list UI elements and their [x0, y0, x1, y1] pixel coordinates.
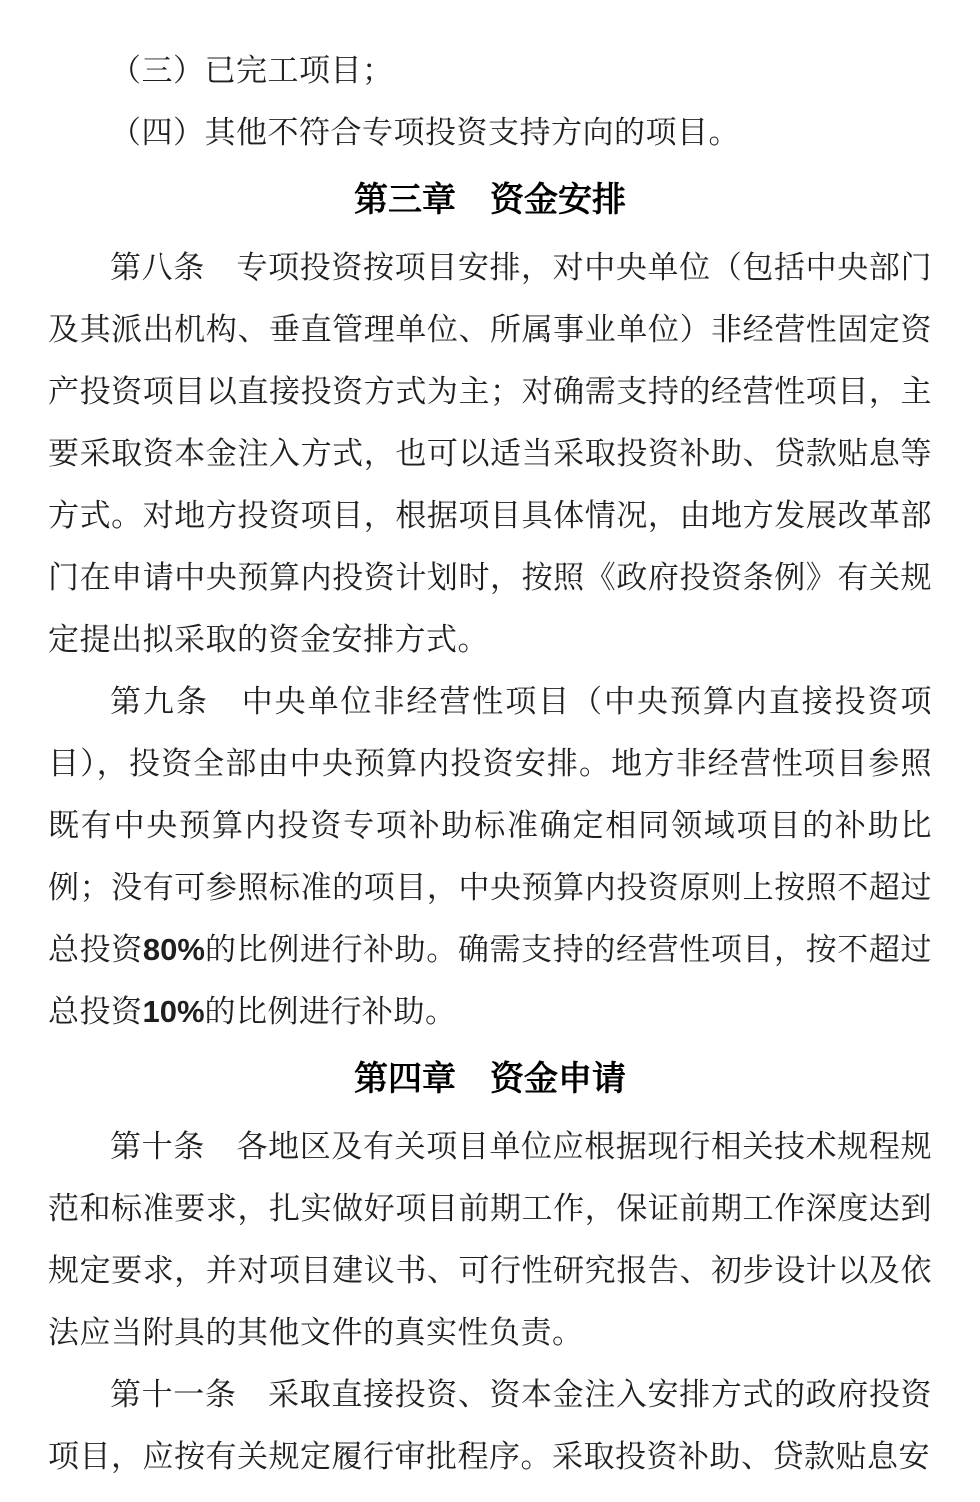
chapter-3-heading: 第三章 资金安排 [354, 181, 626, 219]
article-9-text-part-3: 的比例进行补助。 [204, 994, 457, 1029]
article-9-paragraph [48, 671, 932, 1043]
article-9-text-part-1: 第九条 中央单位非经营性项目（中央预算内直接投资项目），投资全部由中央预算内投资安排。地方非经营性项目参照既有中央预算内投资专项补助标准确定相同领域项目的补助比例；没有可参照标准的项目，中央预算内投资原则上按照不超过总投资 [48, 684, 932, 967]
article-10-paragraph: 第十条 各地区及有关项目单位应根据现行相关技术规程规范和标准要求，扎实做好项目前期工作，保证前期工作深度达到规定要求，并对项目建议书、可行性研究报告、初步设计以及依法应当附具的其他文件的真实性负责。 [48, 1129, 932, 1350]
article-8-paragraph: 第八条 专项投资按项目安排，对中央单位（包括中央部门及其派出机构、垂直管理单位、所属事业单位）非经营性固定资产投资项目以直接投资方式为主；对确需支持的经营性项目，主要采取资本金注入方式，也可以适当采取投资补助、贷款贴息等方式。对地方投资项目，根据项目具体情况，由地方发展改革部门在申请中央预算内投资计划时，按照《政府投资条例》有关规定提出拟采取的资金安排方式。 [48, 250, 932, 657]
article-9-text-part-2: 的比例进行补助。确需支持的经营性项目，按不超过总投资 [48, 932, 933, 1029]
list-item-3: （三）已完工项目； [110, 53, 394, 88]
article-11-paragraph: 第十一条 采取直接投资、资本金注入安排方式的政府投资项目，应按有关规定履行审批程序。采取投资补助、贷款贴息安 [48, 1377, 932, 1474]
article-9-percentage-80: 80% [142, 932, 205, 967]
article-9-percentage-10: 10% [142, 994, 205, 1029]
list-item-4: （四）其他不符合专项投资支持方向的项目。 [110, 115, 740, 150]
chapter-4-heading: 第四章 资金申请 [354, 1060, 626, 1098]
